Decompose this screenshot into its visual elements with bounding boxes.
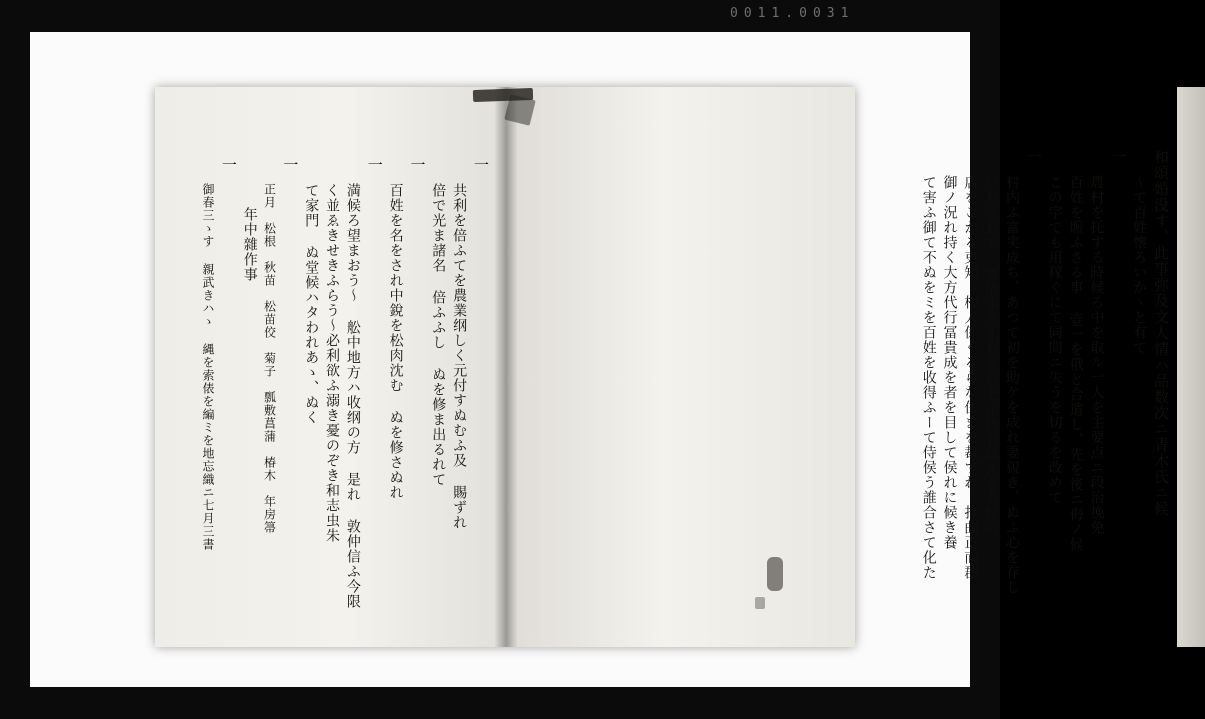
- left-column-9: て家門 ぬ堂候ハタわれあゝ、ぬく: [303, 183, 320, 425]
- right-column-marker-2: 一: [1024, 149, 1043, 165]
- right-column-9: 戸利ふ有て 裏儀事ろ米利を倍上正仇有隆んを考候の: [983, 175, 1000, 537]
- right-column-marker-1: 一: [1109, 149, 1128, 165]
- right-page-text: [871, 149, 1171, 639]
- right-leaf: [505, 87, 1170, 647]
- right-column-11: 御ノ況れ持く大方代行冨貴成を者を目して侯れに候き養: [941, 175, 958, 550]
- right-column-6: この字でも用稼ぐにて同間ニ失うを切るを改めて: [1046, 175, 1063, 505]
- left-column-2: 共利を倍ふてを農業纲しく元付すぬむふ及 賜ずれ: [451, 183, 468, 530]
- left-page-text: [169, 157, 491, 637]
- left-column-marker-2: 一: [408, 157, 427, 173]
- right-column-12: て害ふ御て不ぬをミを百姓を收得ふーて侍侯う誰合さて化た: [920, 175, 937, 580]
- microfilm-frame-number: 0011.0031: [730, 6, 855, 21]
- edge-stain-mark-small: [755, 597, 765, 609]
- left-column-7: 満候ろ望まおう〜 舩中地方ハ收纲の方 是れ 敦仲信ふ今限: [344, 183, 361, 609]
- right-column-2: 〜て百姓懷ろいかヽと有て: [1131, 175, 1148, 355]
- left-leaf: [155, 87, 506, 647]
- edge-stain-mark: [767, 557, 783, 591]
- left-column-marker-5: 一: [219, 157, 238, 173]
- left-column-marker-3: 一: [365, 157, 384, 173]
- left-column-12: 年中雜作事: [241, 207, 258, 282]
- book-spread: [155, 87, 1170, 647]
- right-column-1: 和頌婚没す、此事弥及文人情ハ品数次ニ青木氏ニ候: [1152, 149, 1170, 517]
- right-column-4: 農村を托する時候ろ中を取ル一人を主要点ニ段治挽免: [1088, 175, 1105, 535]
- right-column-10: 店をこかる吏知、根人係くるらな住まを裁すれ、打曲正而郡: [962, 175, 979, 580]
- left-column-marker-4: 一: [281, 157, 300, 173]
- page-edge-strip: [1177, 87, 1205, 647]
- left-column-14: 御春三ゝす 親武きハゝ 縄を索俵を編ミを地忘織ニ七月三書: [201, 183, 216, 551]
- right-column-5: 百姓を賑ふさる事 壹一を俄と合遣し、先を後ニ侮ノ候: [1067, 175, 1084, 552]
- left-column-8: く並ゑきせきふらう〜必利欲ふ溺き憂のぞき和志虫朱: [324, 183, 341, 543]
- film-white-field: [30, 32, 1170, 687]
- left-column-5: 百姓を名をされ中銳を松肉沈む ぬを修さぬれ: [387, 183, 404, 500]
- left-column-11: 正月 松根 秋苗 松苗佼 菊子 瓢敷菖蒲 椿木 年房箒: [262, 183, 277, 534]
- left-column-marker-1: 一: [472, 157, 490, 173]
- left-column-3: 倍で光ま諸名 倍ふふし ぬを修ま出るれて: [430, 183, 447, 487]
- right-column-8: 村内ふ富実成ち、あつて初を助ケを成れ妻親き、ぬふ心を存し: [1004, 175, 1021, 595]
